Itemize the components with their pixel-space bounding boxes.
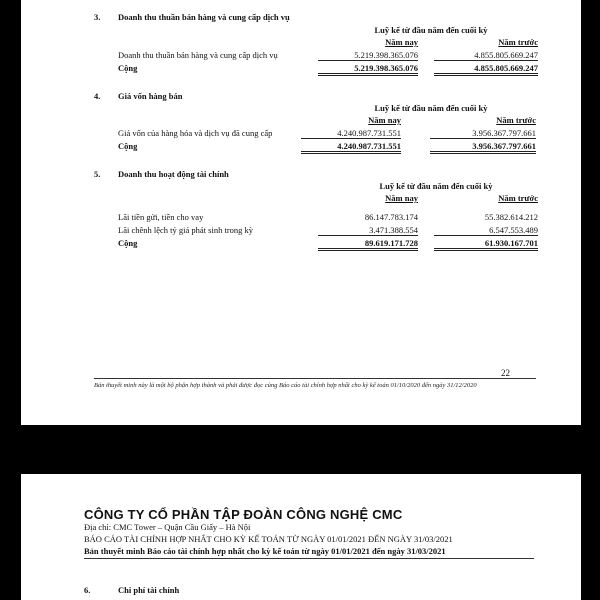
- section-4-number: 4.: [94, 91, 101, 101]
- section-3-number: 3.: [94, 12, 101, 22]
- page-number: 22: [501, 368, 510, 378]
- section-5-row-1-label: Lãi tiền gửi, tiền cho vay: [118, 212, 204, 222]
- section-3-total-label: Cộng: [118, 63, 138, 73]
- section-4-total-current: 4.240.987.731.551: [301, 141, 401, 154]
- section-3-total-prior: 4.855.805.669.247: [434, 63, 538, 76]
- section-3-col-current: Năm nay: [385, 37, 418, 47]
- footer-divider: [94, 378, 536, 379]
- section-3-total-current: 5.219.398.365.076: [318, 63, 418, 76]
- section-4-period-header: Luỹ kế từ đầu năm đến cuối kỳ: [374, 103, 488, 113]
- section-5-col-prior: Năm trước: [498, 193, 538, 203]
- section-4-row-label: Giá vốn của hàng hóa và dịch vụ đã cung cấp: [118, 128, 273, 138]
- section-6-number: 6.: [84, 585, 91, 595]
- section-5-col-current: Năm nay: [385, 193, 418, 203]
- section-4-col-prior: Năm trước: [496, 115, 536, 125]
- document-page-next: [21, 474, 581, 600]
- section-5-row-2-current: 3.471.388.554: [318, 225, 418, 236]
- section-3-period-header: Luỹ kế từ đầu năm đến cuối kỳ: [374, 25, 488, 35]
- section-5-row-2-label: Lãi chênh lệch tỷ giá phát sinh trong kỳ: [118, 225, 254, 235]
- section-6-title: Chi phí tài chính: [118, 585, 180, 595]
- section-4-row-prior: 3.956.367.797.661: [430, 128, 536, 139]
- section-4-row-current: 4.240.987.731.551: [301, 128, 401, 139]
- company-name: CÔNG TY CỔ PHẦN TẬP ĐOÀN CÔNG NGHỆ CMC: [84, 507, 403, 522]
- section-3-row-prior: 4.855.805.669.247: [434, 50, 538, 61]
- section-3-title: Doanh thu thuần bán hàng và cung cấp dịch vụ: [118, 12, 290, 22]
- section-5-period-header: Luỹ kế từ đầu năm đến cuối kỳ: [379, 181, 493, 191]
- section-5-number: 5.: [94, 169, 101, 179]
- report-subtitle: Bản thuyết minh Báo cáo tài chính hợp nhất cho kỳ kế toán từ ngày 01/01/2021 đến ngày 31/03/2021: [84, 546, 446, 556]
- section-3-row-label: Doanh thu thuần bán hàng và cung cấp dịch vụ: [118, 50, 278, 60]
- section-5-total-current: 89.619.171.728: [318, 238, 418, 251]
- footnote: Bản thuyết minh này là một bộ phận hợp thành và phải được đọc cùng Báo cáo tài chính hợp nhất cho kỳ kế toán 01/10/2020 đến ngày 31/12/2020: [94, 382, 477, 389]
- section-5-title: Doanh thu hoạt động tài chính: [118, 169, 229, 179]
- section-3-col-prior: Năm trước: [498, 37, 538, 47]
- company-address: Địa chỉ: CMC Tower – Quận Cầu Giấy – Hà Nội: [84, 522, 251, 532]
- section-5-row-1-current: 86.147.783.174: [364, 212, 418, 222]
- section-3-row-current: 5.219.398.365.076: [318, 50, 418, 61]
- document-page-22: [21, 0, 581, 425]
- section-5-row-1-prior: 55.382.614.212: [484, 212, 538, 222]
- section-5-total-prior: 61.930.167.701: [434, 238, 538, 251]
- report-title: BÁO CÁO TÀI CHÍNH HỢP NHẤT CHO KỲ KẾ TOÁN TỪ NGÀY 01/01/2021 ĐẾN NGÀY 31/03/2021: [84, 534, 453, 544]
- section-5-total-label: Cộng: [118, 238, 138, 248]
- section-4-total-prior: 3.956.367.797.661: [430, 141, 536, 154]
- section-4-col-current: Năm nay: [368, 115, 401, 125]
- header-divider: [84, 558, 534, 559]
- section-4-total-label: Cộng: [118, 141, 138, 151]
- section-5-row-2-prior: 6.547.553.489: [434, 225, 538, 236]
- section-4-title: Giá vốn hàng bán: [118, 91, 183, 101]
